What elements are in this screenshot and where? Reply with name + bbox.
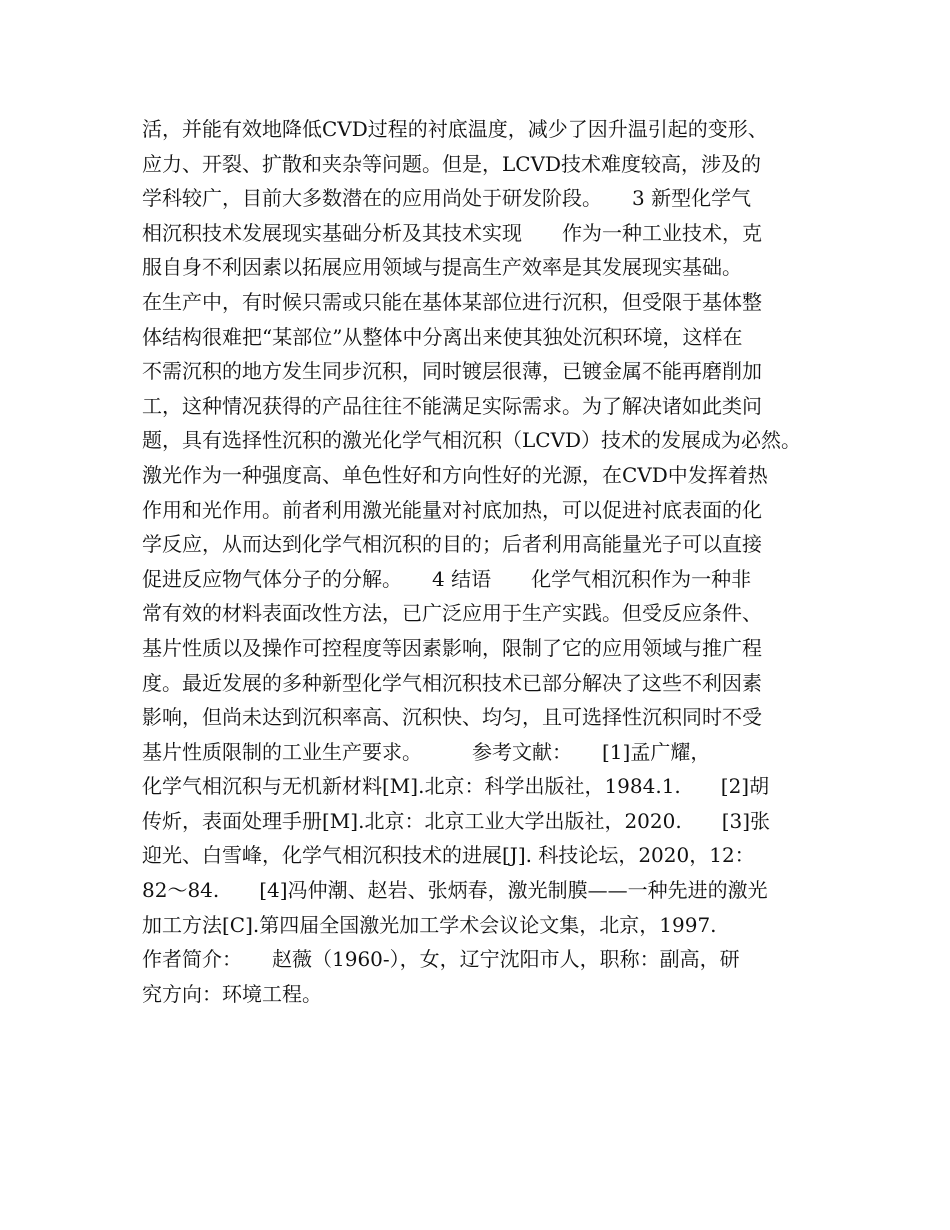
text-line: 学反应，从而达到化学气相沉积的目的；后者利用高能量光子可以直接 xyxy=(142,532,762,557)
text-line: 促进反应物气体分子的分解。 4 结语 化学气相沉积作为一种非 xyxy=(142,566,752,591)
text-line: 作用和光作用。前者利用激光能量对衬底加热，可以促进衬底表面的化 xyxy=(142,497,762,522)
text-line: 基片性质限制的工业生产要求。 参考文献： [1]孟广耀， xyxy=(142,739,711,764)
text-line: 度。最近发展的多种新型化学气相沉积技术已部分解决了这些不利因素 xyxy=(142,670,762,695)
text-line: 激光作为一种强度高、单色性好和方向性好的光源，在CVD中发挥着热 xyxy=(142,462,768,487)
text-line: 迎光、白雪峰，化学气相沉积技术的进展[J]. 科技论坛，2020，12： xyxy=(142,843,755,868)
text-line: 活，并能有效地降低CVD过程的衬底温度，减少了因升温引起的变形、 xyxy=(142,117,768,141)
text-line: 题，具有选择性沉积的激光化学气相沉积（LCVD）技术的发展成为必然。 xyxy=(142,428,802,453)
text-line: 作者简介： 赵薇（1960-），女，辽宁沈阳市人，职称：副高，研 xyxy=(142,947,740,972)
text-line: 不需沉积的地方发生同步沉积，同时镀层很薄，已镀金属不能再磨削加 xyxy=(142,359,762,384)
text-line: 影响，但尚未达到沉积率高、沉积快、均匀，且可选择性沉积同时不受 xyxy=(142,705,762,730)
text-line: 应力、开裂、扩散和夹杂等问题。但是，LCVD技术难度较高，涉及的 xyxy=(142,151,762,176)
text-line: 工，这种情况获得的产品往往不能满足实际需求。为了解决诸如此类问 xyxy=(142,393,762,418)
text-line: 常有效的材料表面改性方法，已广泛应用于生产实践。但受反应条件、 xyxy=(142,601,762,626)
text-line: 相沉积技术发展现实基础分析及其技术实现 作为一种工业技术，克 xyxy=(142,220,762,245)
text-line: 在生产中，有时候只需或只能在基体某部位进行沉积，但受限于基体整 xyxy=(142,289,762,314)
text-line: 化学气相沉积与无机新材料[M].北京：科学出版社，1984.1. [2]胡 xyxy=(142,774,770,799)
article-body xyxy=(142,112,832,1011)
text-line: 加工方法[C].第四届全国激光加工学术会议论文集，北京，1997. xyxy=(142,912,717,937)
text-line: 传炘，表面处理手册[M].北京：北京工业大学出版社，2020. [3]张 xyxy=(142,808,771,833)
text-line: 究方向：环境工程。 xyxy=(142,981,322,1006)
text-line: 服自身不利因素以拓展应用领域与提高生产效率是其发展现实基础。 xyxy=(142,255,742,280)
text-line: 体结构很难把“某部位”从整体中分离出来使其独处沉积环境，这样在 xyxy=(142,324,743,349)
text-line: 学科较广，目前大多数潜在的应用尚处于研发阶段。 3 新型化学气 xyxy=(142,186,752,211)
text-line: 82～84. [4]冯仲潮、赵岩、张炳春，激光制膜——一种先进的激光 xyxy=(142,878,768,903)
text-line: 基片性质以及操作可控程度等因素影响，限制了它的应用领域与推广程 xyxy=(142,635,762,660)
